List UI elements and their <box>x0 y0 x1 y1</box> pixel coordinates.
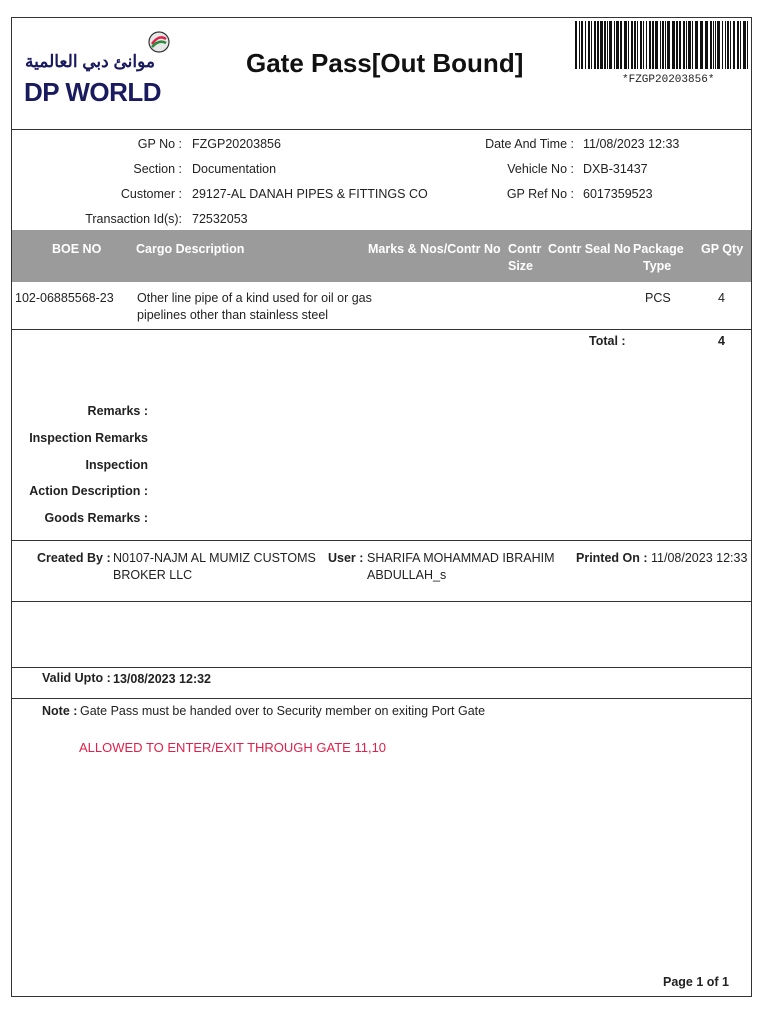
page-title: Gate Pass[Out Bound] <box>246 48 524 78</box>
barcode-bar <box>672 21 675 69</box>
col-contr-size-line1: Contr <box>508 242 542 256</box>
barcode-image <box>575 21 751 69</box>
barcode-bar <box>662 21 664 69</box>
barcode-bar <box>665 21 666 69</box>
barcode-bar <box>713 21 714 69</box>
barcode-bar <box>733 21 735 69</box>
divider <box>12 698 751 699</box>
barcode-bar <box>579 21 580 69</box>
barcode-bar <box>700 21 703 69</box>
vehicle-label: Vehicle No : <box>507 162 574 176</box>
customer-label: Customer : <box>120 187 182 201</box>
barcode-bar <box>655 21 658 69</box>
inspection-label: Inspection <box>85 458 148 472</box>
barcode-bar <box>585 21 586 69</box>
row-cargo-line2: pipelines other than stainless steel <box>137 308 329 322</box>
col-marks-nos: Marks & Nos/Contr No <box>368 242 501 256</box>
col-package-type-line1: Package <box>633 242 684 256</box>
gp-ref-value: 6017359523 <box>583 187 653 201</box>
barcode-bar <box>600 21 603 69</box>
col-boe-no: BOE NO <box>52 242 102 256</box>
col-package-type-line2: Type <box>643 259 672 273</box>
barcode-bar <box>634 21 636 69</box>
section-value: Documentation <box>192 162 277 176</box>
barcode-bar <box>628 21 629 69</box>
divider <box>12 129 751 130</box>
user-line2: ABDULLAH_s <box>367 568 447 582</box>
barcode-bar <box>737 21 739 69</box>
col-gp-qty: GP Qty <box>701 242 744 256</box>
barcode-bar <box>743 21 746 69</box>
barcode-bar <box>643 21 644 69</box>
customer-value: 29127-AL DANAH PIPES & FITTINGS CO <box>192 187 428 201</box>
globe-logo-icon <box>148 31 170 53</box>
barcode-bar <box>705 21 708 69</box>
printed-on-value: 11/08/2023 12:33 <box>651 551 748 565</box>
barcode-bar <box>652 21 654 69</box>
barcode-bar <box>640 21 642 69</box>
divider <box>12 601 751 602</box>
barcode-bar <box>646 21 647 69</box>
barcode-bar <box>649 21 651 69</box>
page-number: Page 1 of 1 <box>663 975 729 989</box>
barcode-bar <box>683 21 685 69</box>
note-text: Gate Pass must be handed over to Security member on exiting Port Gate <box>80 704 486 718</box>
barcode-bar <box>591 21 592 69</box>
gate-pass-document <box>11 17 752 997</box>
barcode-bar <box>692 21 693 69</box>
barcode-bar <box>715 21 716 69</box>
note-label: Note : <box>42 704 78 718</box>
barcode-bar <box>679 21 681 69</box>
barcode-bar <box>616 21 619 69</box>
col-contr-seal-no: Contr Seal No <box>548 242 631 256</box>
logo-english-text: DP WORLD <box>24 77 162 107</box>
date-value: 11/08/2023 12:33 <box>583 137 680 151</box>
barcode-bar <box>676 21 678 69</box>
barcode-bar <box>594 21 596 69</box>
barcode-bar <box>597 21 599 69</box>
barcode-text: *FZGP20203856* <box>622 74 715 86</box>
barcode-bar <box>730 21 731 69</box>
action-description-label: Action Description : <box>29 484 148 498</box>
barcode-bar <box>725 21 726 69</box>
barcode-bar <box>686 21 687 69</box>
total-value: 4 <box>718 334 725 348</box>
goods-remarks-label: Goods Remarks : <box>44 511 148 525</box>
gate-allowed-notice: ALLOWED TO ENTER/EXIT THROUGH GATE 11,10 <box>79 740 387 755</box>
inspection-remarks-label: Inspection Remarks <box>29 431 148 445</box>
row-boe-no: 102-06885568-23 <box>15 291 114 305</box>
barcode-bar <box>575 21 577 69</box>
remarks-label: Remarks : <box>87 404 148 418</box>
divider <box>12 540 751 541</box>
user-label: User : <box>328 551 364 565</box>
barcode-bar <box>710 21 712 69</box>
barcode-bar <box>637 21 638 69</box>
gp-no-label: GP No : <box>137 137 182 151</box>
created-by-label: Created By : <box>37 551 111 565</box>
col-cargo-description: Cargo Description <box>136 242 245 256</box>
barcode-bar <box>609 21 612 69</box>
vehicle-value: DXB-31437 <box>583 162 648 176</box>
barcode-bar <box>660 21 661 69</box>
printed-on <box>576 551 747 565</box>
valid-upto-value: 13/08/2023 12:32 <box>113 672 212 686</box>
barcode-bar <box>588 21 590 69</box>
barcode-bar <box>688 21 691 69</box>
table-header <box>12 230 751 282</box>
barcode-bar <box>695 21 698 69</box>
barcode-bar <box>581 21 583 69</box>
barcode-bar <box>614 21 615 69</box>
row-gp-qty: 4 <box>718 291 725 305</box>
section-label: Section : <box>133 162 182 176</box>
divider <box>12 667 751 668</box>
barcode-bar <box>604 21 606 69</box>
created-by-line2: BROKER LLC <box>113 568 193 582</box>
divider <box>12 329 751 330</box>
barcode-bar <box>740 21 741 69</box>
gp-no-value: FZGP20203856 <box>192 137 281 151</box>
barcode-bar <box>620 21 622 69</box>
barcode-bar <box>607 21 608 69</box>
valid-upto-label: Valid Upto : <box>42 671 111 685</box>
created-by-line1: N0107-NAJM AL MUMIZ CUSTOMS <box>113 551 316 565</box>
total-label: Total : <box>589 334 626 348</box>
transaction-value: 72532053 <box>192 212 248 226</box>
user-line1: SHARIFA MOHAMMAD IBRAHIM <box>367 551 555 565</box>
row-cargo-line1: Other line pipe of a kind used for oil or gas <box>137 291 372 305</box>
gp-ref-label: GP Ref No : <box>506 187 574 201</box>
barcode-bar <box>717 21 720 69</box>
barcode-bar <box>747 21 748 69</box>
barcode-bar <box>667 21 670 69</box>
barcode-bar <box>631 21 633 69</box>
barcode-bar <box>727 21 729 69</box>
col-contr-size-line2: Size <box>508 259 534 273</box>
barcode-bar <box>722 21 723 69</box>
barcode-bar <box>624 21 627 69</box>
transaction-label: Transaction Id(s): <box>85 212 182 226</box>
printed-on-label: Printed On : <box>576 551 648 565</box>
row-package-type: PCS <box>645 291 671 305</box>
date-label: Date And Time : <box>485 137 574 151</box>
logo-arabic-text: موانئ دبي العالمية <box>25 52 155 71</box>
